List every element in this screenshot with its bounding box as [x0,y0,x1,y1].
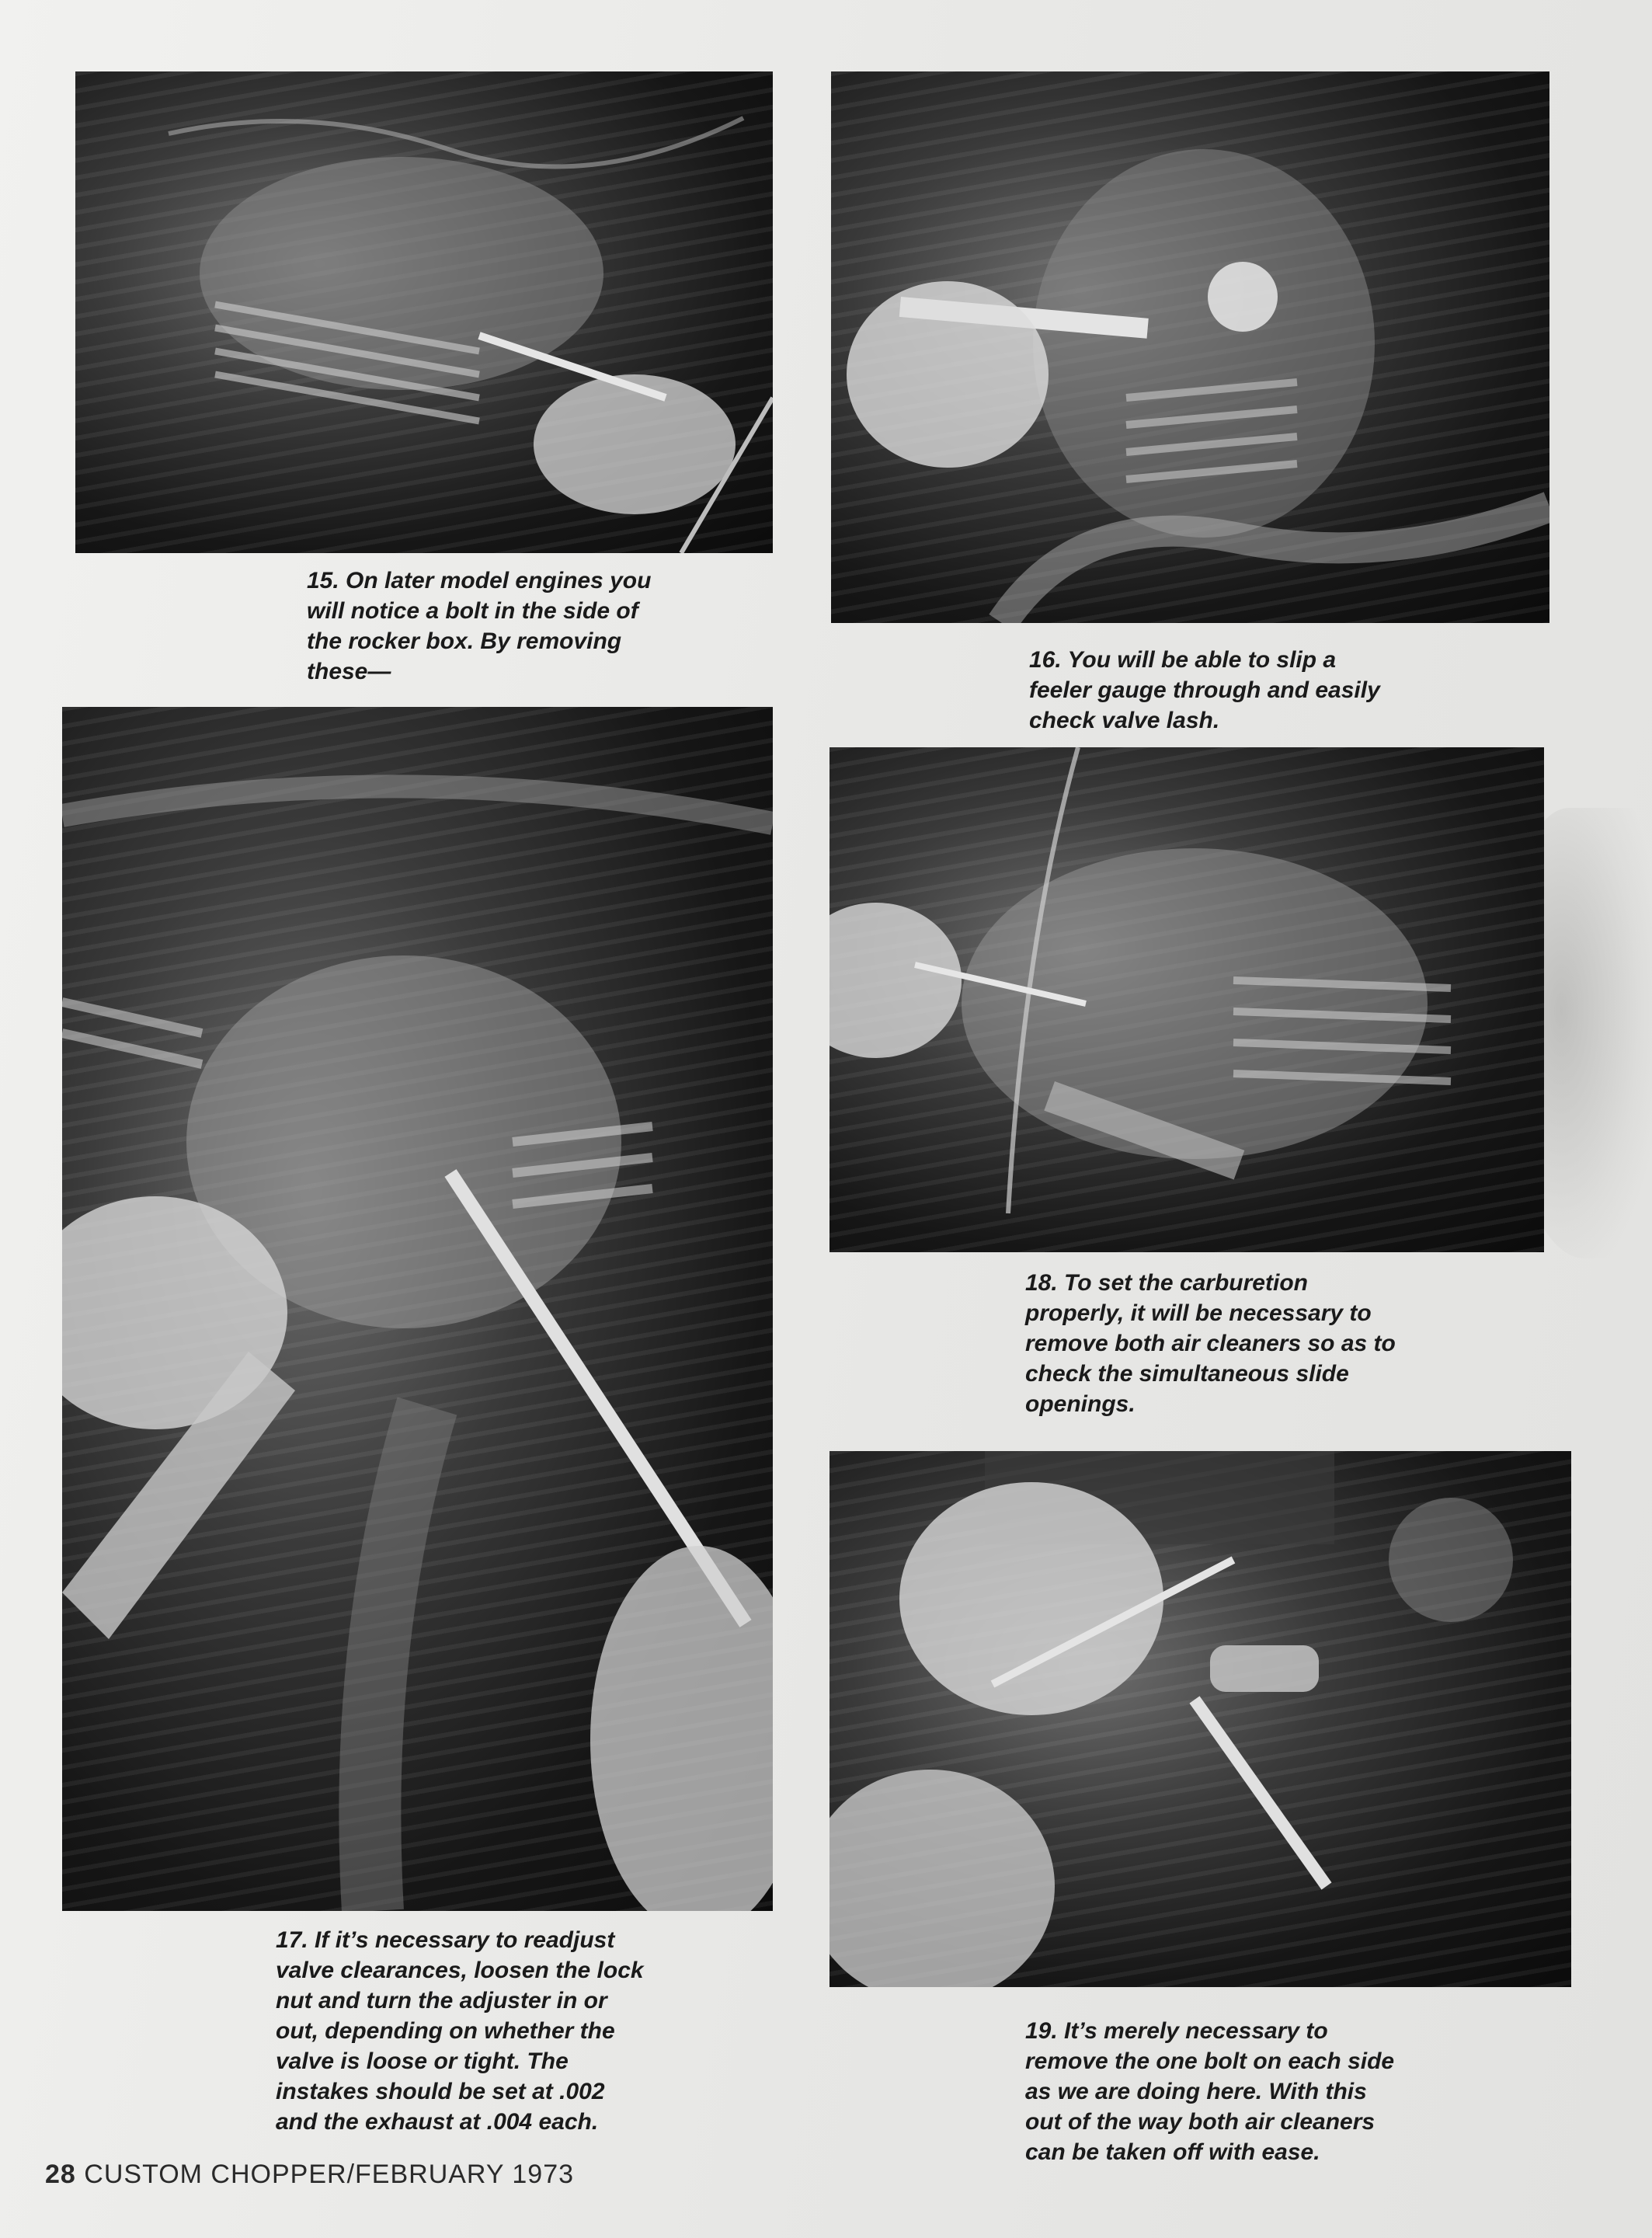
photo-15-illustration [75,71,773,553]
photo-16-illustration [831,71,1549,623]
page-number: 28 [45,2160,76,2189]
photo-18-illustration [829,747,1544,1252]
photo-15-engine-rocker-box [75,71,773,553]
publication-line: CUSTOM CHOPPER/FEBRUARY 1973 [84,2160,575,2189]
caption-16: 16. You will be able to slip a feeler gauge through and easily check valve lash. [1029,647,1380,733]
photo-17-illustration [62,707,773,1911]
photo-19-air-cleaner-bolt [829,1451,1571,1987]
page-footer [45,2160,574,2190]
photo-16-feeler-gauge [831,71,1549,623]
caption-19: 19. It’s merely necessary to remove the one bolt on each side as we are doing here. With this out of the way both air cleaners can be taken off with ease. [1025,2018,1395,2165]
photo-19-illustration [829,1451,1571,1987]
photo-18-carburetor [829,747,1544,1252]
photo-17-valve-adjustment [62,707,773,1911]
caption-15: 15. On later model engines you will notice a bolt in the side of the rocker box. By removing these— [307,568,652,684]
caption-17: 17. If it’s necessary to readjust valve clearances, loosen the lock nut and turn the adjuster in or out, depending on whether the valve is loose or tight. The instakes should be set at .002 and the exhaust at .004 each. [276,1927,644,2135]
caption-18: 18. To set the carburetion properly, it will be necessary to remove both air cleaners so as to check the simultaneous slide openings. [1025,1270,1396,1417]
